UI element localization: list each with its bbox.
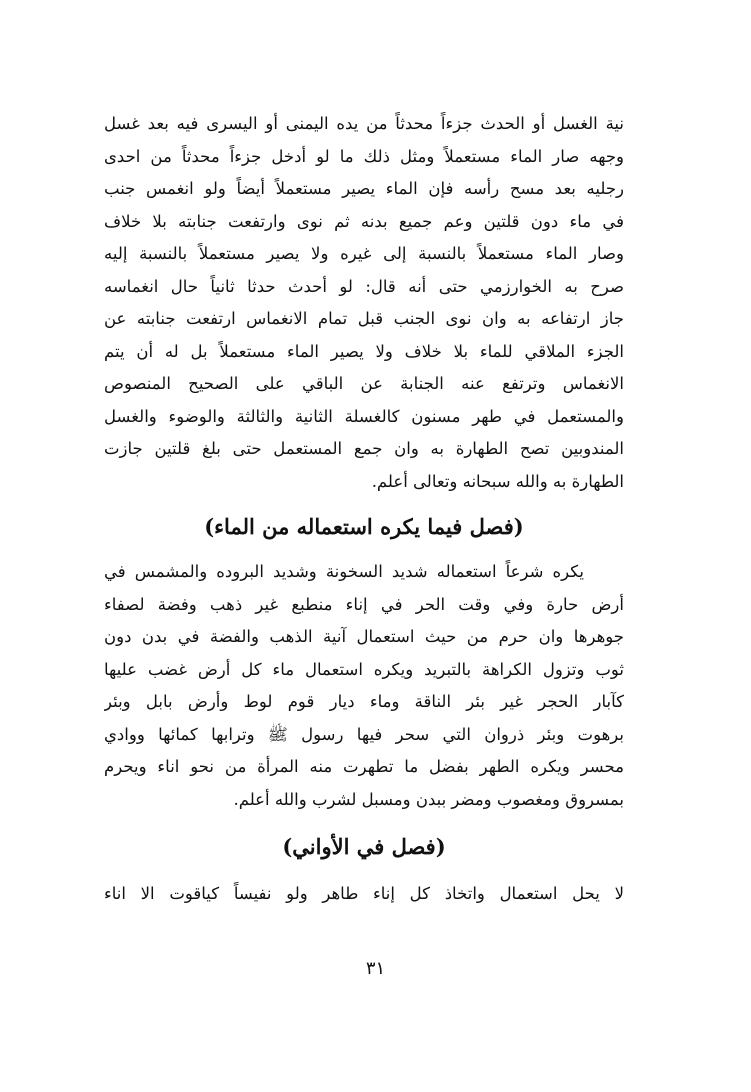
text-line: بمسروق ومغصوب ومضر ببدن ومسبل لشرب والله أعلم. [233,789,624,809]
text-line: وصار الماء مستعملاً بالنسبة إلى غيره ولا يصير مستعملاً بالنسبة إليه [104,244,624,263]
text-line: أرض حارة وفي وقت الحر في إناء منطبع غير ذهب وفضة لصفاء [104,594,624,614]
paragraph-water-usage [104,108,624,498]
text-line: كآبار الحجر غير بئر الناقة وماء ديار قوم لوط وأرض بابل وبئر [104,692,624,711]
text-line: محسر ويكره الطهر بفضل ما تطهرت منه المرأة من نحو اناء ويحرم [104,757,624,776]
text-line: يكره شرعاً استعماله شديد السخونة وشديد البروده والمشمس في [104,562,584,581]
text-line: وجهه صار الماء مستعملاً ومثل ذلك ما لو أدخل جزءاً محدثاً من احدى [104,146,624,166]
text-line: المندوبين تصح الطهارة به وان جمع المستعمل حتى بلغ قلتين جازت [104,439,624,458]
text-line: صرح به الخوارزمي حتى أنه قال: لو أحدث حدثا ثانياً حال انغماسه [104,276,624,296]
text-line: في ماء دون قلتين وعم جميع بدنه ثم نوى وارتفعت جنابته بلا خلاف [104,211,624,231]
section-heading-vessels: (فصل في الأواني) [282,834,446,859]
text-line: رجليه بعد مسح رأسه فإن الماء يصير مستعملاً أيضاً ولو انغمس جنب [104,179,624,198]
text-line: الجزء الملاقي للماء بلا خلاف ولا يصير الماء مستعملاً بل له أن يتم [104,341,624,361]
text-line: الطهارة به والله سبحانه وتعالى أعلم. [371,471,624,491]
text-line: جوهرها وان حرم من حيث استعمال آنية الذهب والفضة في بدن دون [104,627,624,646]
text-line: جاز ارتفاعه به وان نوى الجنب قبل تمام الانغماس ارتفعت جنابته عن [104,309,624,328]
page-number: ٣١ [365,958,386,979]
paragraph-disliked-water [104,556,624,816]
text-line: لا يحل استعمال واتخاذ كل إناء طاهر ولو نفيساً كياقوت الا اناء [104,884,624,903]
text-line: والمستعمل في طهر مسنون كالغسلة الثانية والثالثة والوضوء والغسل [104,406,624,426]
text-line: ثوب وتزول الكراهة بالتبريد ويكره استعمال ماء كل أرض غضب عليها [104,659,624,679]
text-line: الانغماس وترتفع عنه الجنابة عن الباقي على الصحيح المنصوص [104,374,624,393]
paragraph-vessels [104,878,624,911]
text-line: نية الغسل أو الحدث جزءاً محدثاً من يده اليمنى أو اليسرى فيه بعد غسل [104,114,624,133]
text-line: برهوت وبئر ذروان التي سحر فيها رسول ﷺ وترابها كمائها ووادي [104,724,624,744]
section-heading-disliked-water: (فصل فيما يكره استعماله من الماء) [204,514,524,539]
page-body [104,108,624,911]
